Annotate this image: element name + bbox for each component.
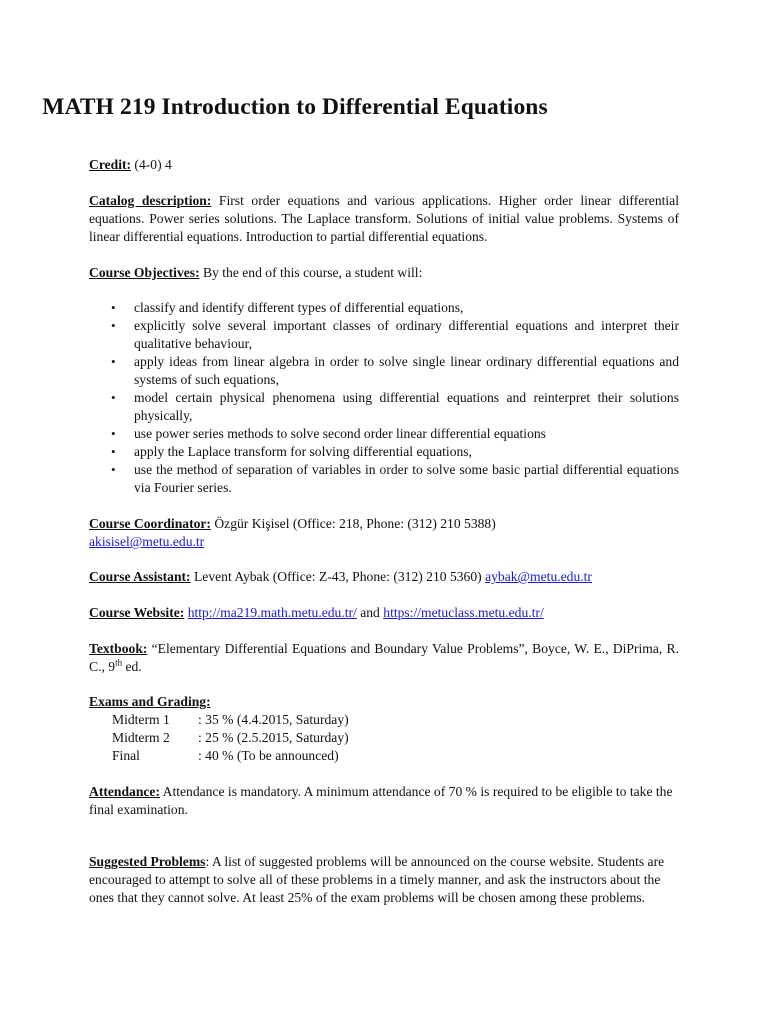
website-link-2[interactable]: https://metuclass.metu.edu.tr/ xyxy=(383,605,544,620)
catalog-section xyxy=(89,192,679,246)
objectives-section xyxy=(89,264,679,282)
attendance-section xyxy=(89,783,679,819)
coordinator-section xyxy=(89,515,679,551)
credit-label: Credit: xyxy=(89,157,132,172)
objectives-label: Course Objectives: xyxy=(89,265,200,280)
grade-name: Final xyxy=(112,748,140,763)
attendance-text: Attendance is mandatory. A minimum attendance of 70 % is required to be eligible to take the final examination. xyxy=(89,784,673,817)
grading-label: Exams and Grading: xyxy=(89,694,211,709)
website-and: and xyxy=(356,605,384,620)
assistant-section xyxy=(89,568,679,586)
catalog-text: First order equations and various applications. Higher order linear differential equations. Power series solutions. The Laplace transform. Solutions of initial value problems. Systems of linear differential equations. Introduction to partial differential equations. xyxy=(89,193,679,244)
assistant-email-link[interactable]: aybak@metu.edu.tr xyxy=(485,569,592,584)
credit-value: (4-0) 4 xyxy=(131,157,172,172)
coordinator-text: Özgür Kişisel (Office: 218, Phone: (312) 210 5388) xyxy=(210,516,496,531)
suggested-text: : A list of suggested problems will be announced on the course website. Students are encouraged to attempt to solve all of these problems in a timely manner, and ask the instructors about the ones that they cannot solve. At least 25% of the exam problems will be chosen among these problems. xyxy=(89,854,665,905)
website-label: Course Website: xyxy=(89,605,185,620)
textbook-suffix: ed. xyxy=(122,659,142,674)
website-section xyxy=(89,604,679,622)
grade-name: Midterm 1 xyxy=(112,712,170,727)
credit-section xyxy=(89,156,679,174)
page-title: MATH 219 Introduction to Differential Equations xyxy=(42,94,548,120)
attendance-label: Attendance: xyxy=(89,784,160,799)
list-item: • model certain physical phenomena using differential equations and reinterpret their solutions physically, xyxy=(89,389,679,425)
grade-value: : 25 % (2.5.2015, Saturday) xyxy=(198,730,349,745)
catalog-label: Catalog description: xyxy=(89,193,212,208)
list-item: • apply the Laplace transform for solving differential equations, xyxy=(89,443,679,461)
grade-row xyxy=(89,729,679,747)
suggested-problems-section xyxy=(89,853,679,907)
objectives-list xyxy=(89,299,679,497)
suggested-label: Suggested Problems xyxy=(89,854,206,869)
grading-section xyxy=(89,693,679,765)
list-item: • explicitly solve several important classes of ordinary differential equations and interpret their qualitative behaviour, xyxy=(89,317,679,353)
coordinator-email-link[interactable]: akisisel@metu.edu.tr xyxy=(89,534,205,549)
list-item: • classify and identify different types of differential equations, xyxy=(89,299,679,317)
website-link-1[interactable]: http://ma219.math.metu.edu.tr/ xyxy=(187,605,357,620)
grade-row xyxy=(89,711,679,729)
textbook-text: “Elementary Differential Equations and Boundary Value Problems”, Boyce, W. E., DiPrima, R. C., 9 xyxy=(89,641,679,674)
textbook-edition-sup: th xyxy=(115,657,123,668)
list-item: • apply ideas from linear algebra in order to solve single linear ordinary differential equations and systems of such equations, xyxy=(89,353,679,389)
list-item: • use power series methods to solve second order linear differential equations xyxy=(89,425,679,443)
grade-value: : 35 % (4.4.2015, Saturday) xyxy=(198,712,349,727)
grade-value: : 40 % (To be announced) xyxy=(198,748,339,763)
coordinator-label: Course Coordinator: xyxy=(89,516,211,531)
textbook-section xyxy=(89,640,679,676)
objectives-intro: By the end of this course, a student will: xyxy=(199,265,423,280)
list-item: • use the method of separation of variables in order to solve some basic partial differential equations via Fourier series. xyxy=(89,461,679,497)
textbook-label: Textbook: xyxy=(89,641,148,656)
assistant-text: Levent Aybak (Office: Z-43, Phone: (312) 210 5360) xyxy=(190,569,486,584)
assistant-label: Course Assistant: xyxy=(89,569,191,584)
grade-name: Midterm 2 xyxy=(112,730,170,745)
grade-row xyxy=(89,747,679,765)
